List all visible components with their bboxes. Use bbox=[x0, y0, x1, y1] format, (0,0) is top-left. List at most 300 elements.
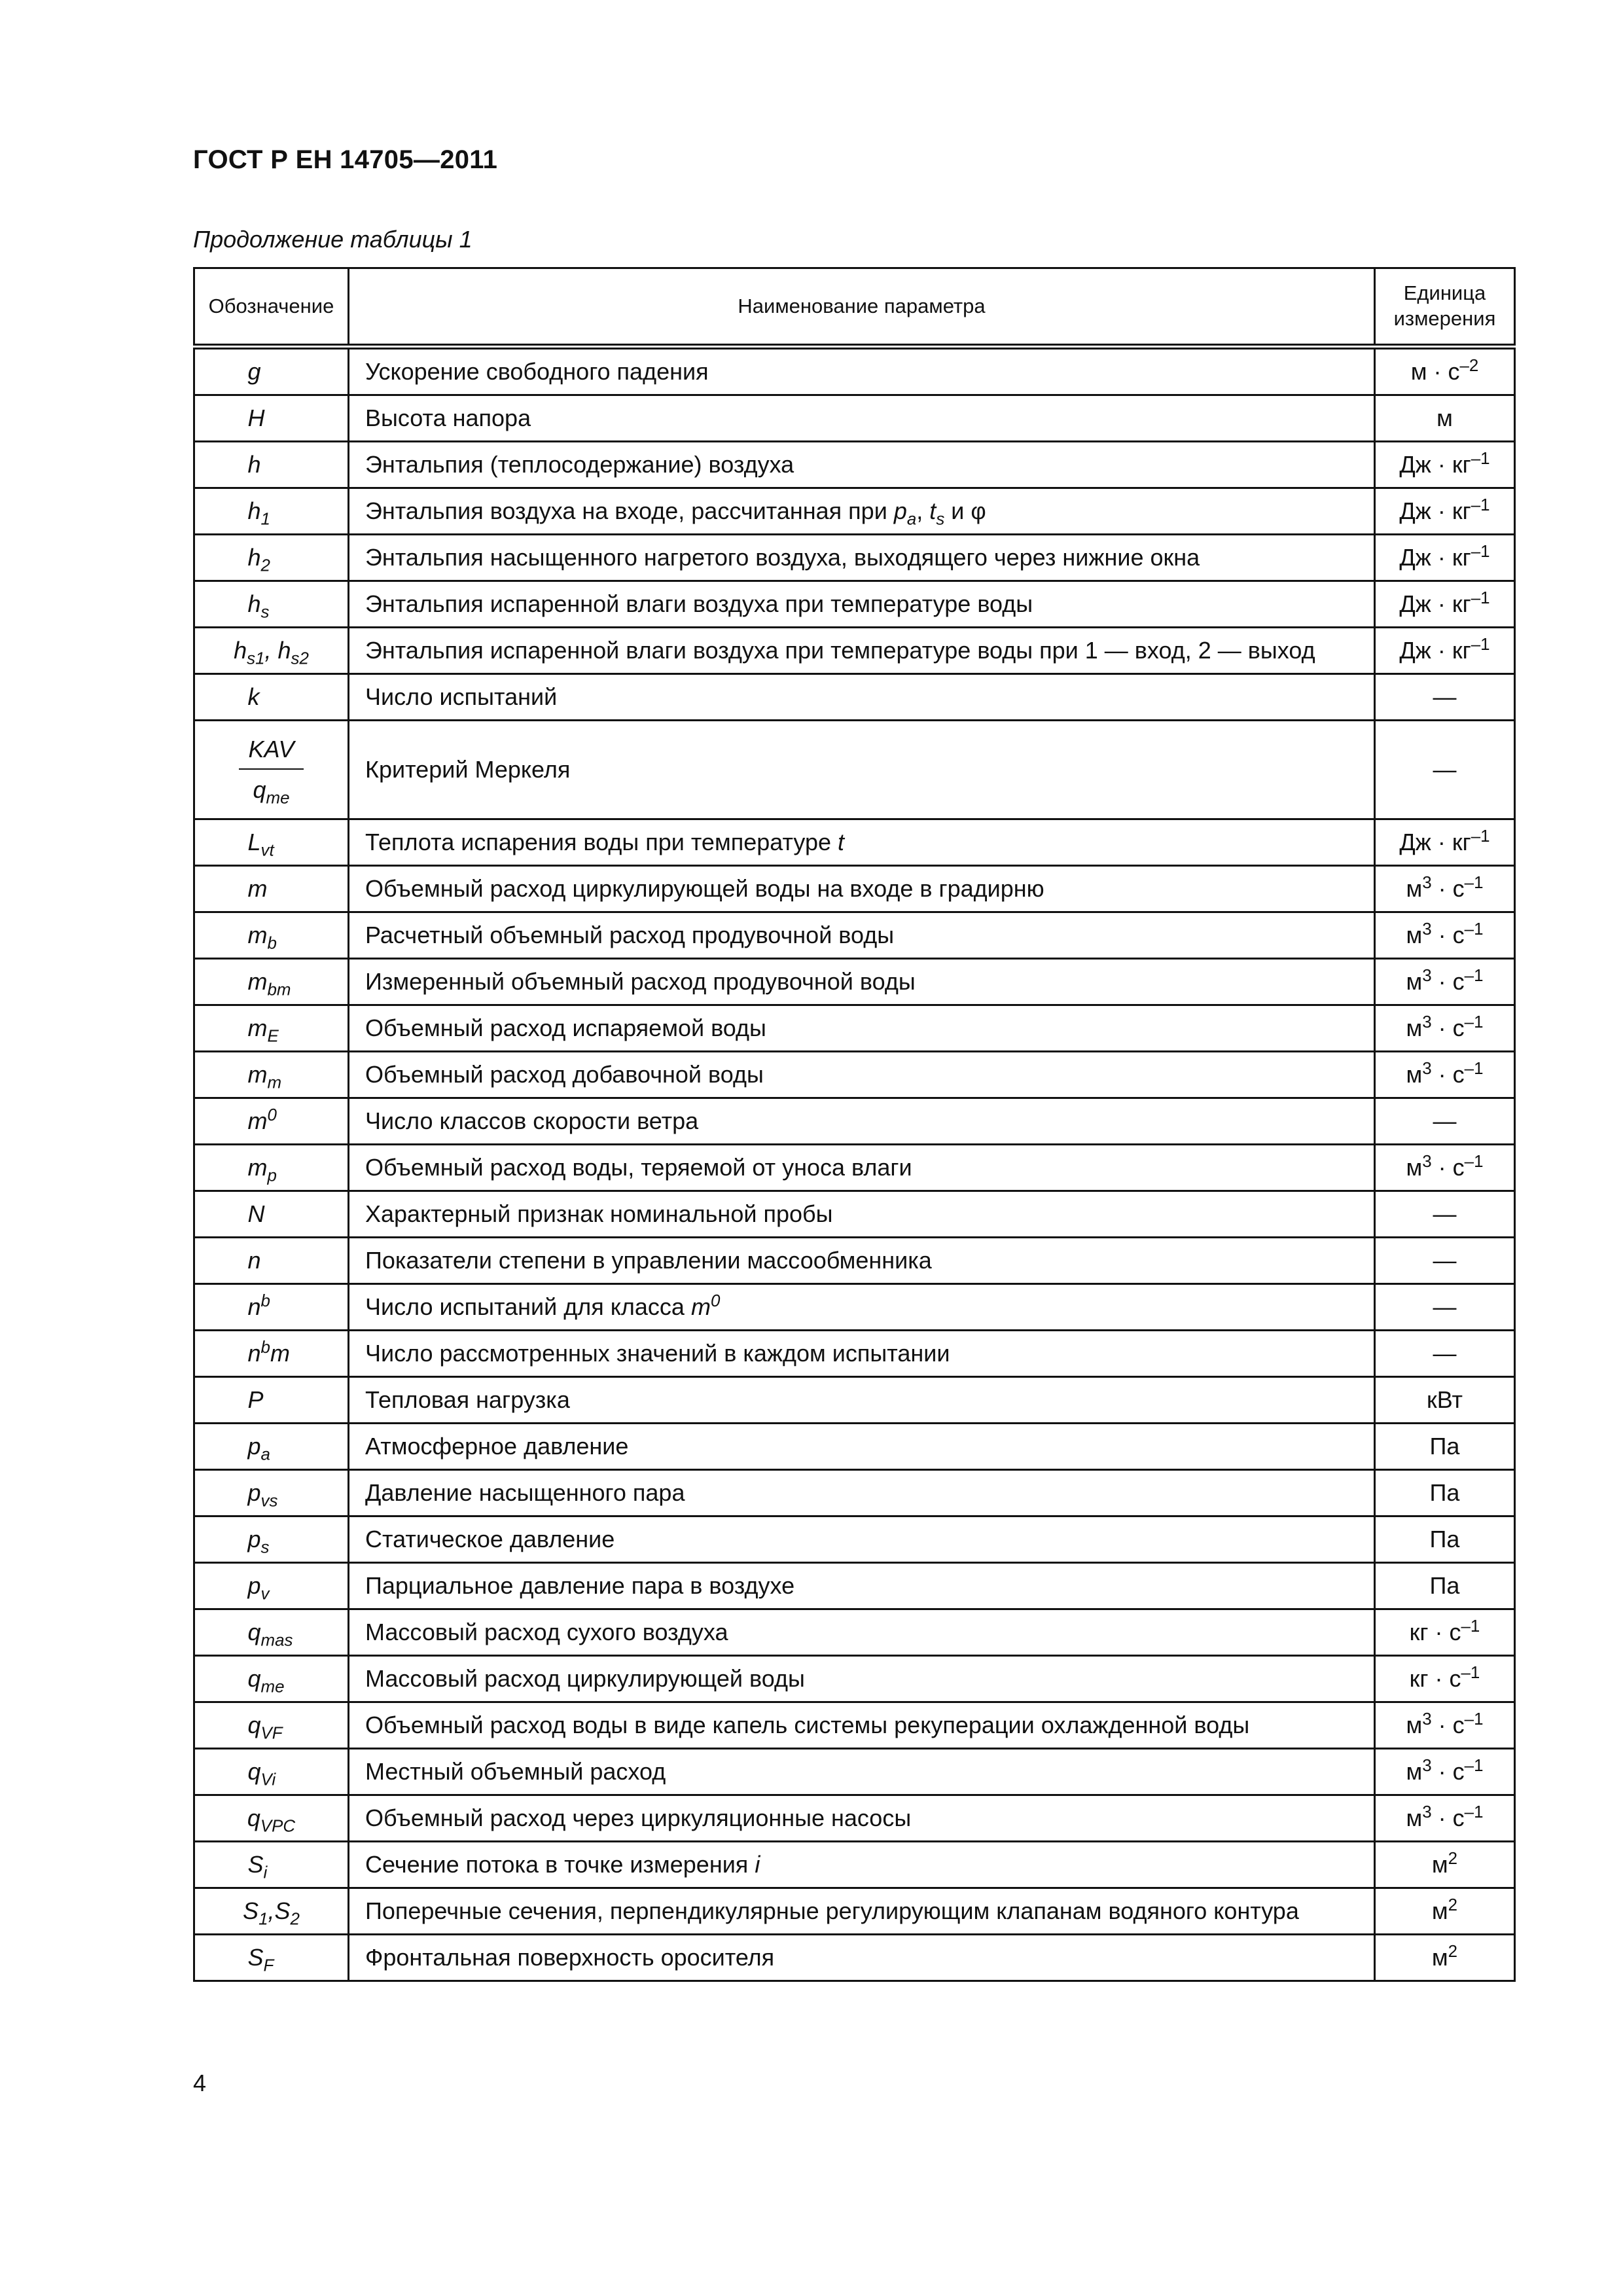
name-cell bbox=[349, 581, 1375, 628]
symbol-subscript: 1 bbox=[260, 510, 270, 529]
symbol-base: q bbox=[247, 1619, 261, 1645]
symbol bbox=[248, 451, 295, 478]
parameter-name: Ускорение свободного падения bbox=[365, 358, 709, 385]
symbol-base: S bbox=[247, 1944, 264, 1971]
unit-tail: · с bbox=[1431, 1061, 1465, 1088]
symbol-cell bbox=[194, 1609, 349, 1656]
unit-cell bbox=[1375, 1331, 1515, 1377]
unit-exponent: –1 bbox=[1471, 450, 1490, 469]
name-cell bbox=[349, 1749, 1375, 1795]
symbol-subscript: s bbox=[260, 1538, 270, 1557]
unit-tail-exponent: –1 bbox=[1464, 874, 1484, 893]
name-cell bbox=[349, 1191, 1375, 1238]
name-cell bbox=[349, 488, 1375, 535]
symbol-base: L bbox=[247, 829, 261, 855]
unit-text: Дж · кг bbox=[1399, 637, 1471, 664]
symbol-base: m bbox=[247, 875, 268, 902]
name-cell bbox=[349, 1516, 1375, 1563]
symbol bbox=[247, 968, 295, 999]
symbol-separator: , bbox=[268, 1897, 275, 1924]
symbol bbox=[247, 1944, 295, 1975]
unit-cell bbox=[1375, 1191, 1515, 1238]
column-header-unit-line2: измерения bbox=[1393, 307, 1496, 330]
symbol-base: p bbox=[247, 1526, 261, 1552]
table-row bbox=[194, 1702, 1515, 1749]
symbol-cell bbox=[194, 1424, 349, 1470]
unit-text: м bbox=[1406, 1804, 1423, 1831]
unit-tail-exponent: –1 bbox=[1464, 1757, 1484, 1776]
unit-text: Дж · кг bbox=[1399, 590, 1471, 617]
symbol-base: S bbox=[247, 1851, 264, 1878]
table-row bbox=[194, 1749, 1515, 1795]
unit-cell bbox=[1375, 1424, 1515, 1470]
symbol-cell bbox=[194, 721, 349, 819]
symbol bbox=[248, 1340, 295, 1367]
unit-exponent: 3 bbox=[1422, 1757, 1432, 1776]
unit-text: м bbox=[1431, 1851, 1448, 1878]
symbol-cell bbox=[194, 1935, 349, 1981]
symbol-cell bbox=[194, 1052, 349, 1098]
table-row bbox=[194, 1470, 1515, 1516]
denominator-base: q bbox=[253, 776, 266, 803]
unit-tail-exponent: –1 bbox=[1464, 1153, 1484, 1172]
symbol-cell bbox=[194, 581, 349, 628]
symbol-superscript: b bbox=[260, 1292, 270, 1311]
name-cell bbox=[349, 1609, 1375, 1656]
symbol-base: n bbox=[247, 1340, 261, 1367]
symbol-subscript: vt bbox=[260, 841, 274, 860]
name-cell bbox=[349, 1795, 1375, 1842]
parameter-name: Объемный расход воды в виде капель системы рекуперации охлажденной воды bbox=[365, 1712, 1250, 1738]
symbol bbox=[248, 358, 295, 386]
symbol-base: h bbox=[247, 451, 261, 478]
symbol bbox=[248, 683, 295, 711]
unit-text: м bbox=[1406, 875, 1423, 902]
symbol-cell bbox=[194, 488, 349, 535]
symbol-subscript: b bbox=[267, 934, 277, 953]
symbol-subscript: s bbox=[260, 603, 270, 622]
symbol-cell bbox=[194, 1191, 349, 1238]
parameter-name: Число испытаний bbox=[365, 683, 558, 710]
table-row bbox=[194, 1331, 1515, 1377]
variable-base: p bbox=[893, 497, 907, 524]
table-row bbox=[194, 1795, 1515, 1842]
unit-cell bbox=[1375, 1842, 1515, 1888]
symbol-subscript: s1 bbox=[247, 649, 265, 668]
unit-text: м bbox=[1406, 1061, 1423, 1088]
unit-cell bbox=[1375, 1609, 1515, 1656]
symbol-base: h bbox=[234, 637, 247, 664]
unit-text: — bbox=[1433, 1107, 1457, 1134]
table-row bbox=[194, 628, 1515, 674]
unit-text: Па bbox=[1429, 1479, 1460, 1506]
unit-cell bbox=[1375, 1052, 1515, 1098]
parameter-name: Тепловая нагрузка bbox=[365, 1386, 570, 1413]
unit-exponent: 3 bbox=[1422, 967, 1432, 986]
fraction-numerator: KAV bbox=[239, 736, 303, 770]
unit-cell bbox=[1375, 1284, 1515, 1331]
parameter-name: Объемный расход испаряемой воды bbox=[365, 1014, 766, 1041]
column-header-unit bbox=[1375, 268, 1515, 347]
unit-tail-exponent: –1 bbox=[1464, 967, 1484, 986]
symbol-subscript: VF bbox=[260, 1724, 283, 1743]
parameter-name: Теплота испарения воды при температуре bbox=[365, 829, 832, 855]
symbol bbox=[243, 1897, 300, 1929]
symbol bbox=[247, 1572, 295, 1604]
symbol-base: q bbox=[247, 1804, 260, 1831]
unit-text: — bbox=[1433, 1200, 1457, 1227]
symbol-cell bbox=[194, 1098, 349, 1145]
variable-subscript: s bbox=[936, 510, 945, 529]
name-cell bbox=[349, 628, 1375, 674]
symbol-separator: , bbox=[264, 637, 278, 664]
unit-exponent: –2 bbox=[1459, 357, 1479, 376]
symbol bbox=[248, 1293, 295, 1321]
symbol bbox=[234, 637, 309, 668]
table-row bbox=[194, 1238, 1515, 1284]
unit-text: — bbox=[1433, 683, 1457, 710]
symbol-second-subscript: s2 bbox=[291, 649, 309, 668]
symbol-cell bbox=[194, 1795, 349, 1842]
symbol-subscript: VPC bbox=[260, 1817, 296, 1836]
unit-cell bbox=[1375, 1098, 1515, 1145]
symbol-base: n bbox=[247, 1293, 261, 1320]
unit-text: кВт bbox=[1426, 1386, 1463, 1413]
unit-text: Дж · кг bbox=[1399, 497, 1471, 524]
symbol-base: S bbox=[243, 1897, 259, 1924]
symbol-subscript: a bbox=[260, 1445, 270, 1464]
unit-exponent: 3 bbox=[1422, 1013, 1432, 1032]
symbol-cell bbox=[194, 347, 349, 395]
name-cell bbox=[349, 1842, 1375, 1888]
symbol bbox=[247, 1154, 295, 1185]
unit-text: Па bbox=[1429, 1526, 1460, 1552]
unit-cell bbox=[1375, 819, 1515, 866]
name-cell bbox=[349, 866, 1375, 912]
symbol-base: h bbox=[247, 497, 261, 524]
variable-base: t bbox=[929, 497, 936, 524]
symbol-subscript: E bbox=[267, 1027, 279, 1046]
unit-cell bbox=[1375, 347, 1515, 395]
unit-cell bbox=[1375, 581, 1515, 628]
symbol-subscript: i bbox=[263, 1863, 268, 1882]
unit-text: м bbox=[1406, 1014, 1423, 1041]
unit-text: м bbox=[1406, 1758, 1423, 1785]
name-cell bbox=[349, 1145, 1375, 1191]
symbol bbox=[248, 875, 295, 903]
symbol-base: P bbox=[247, 1386, 264, 1413]
inline-variable bbox=[838, 829, 844, 855]
parameter-name: Энтальпия воздуха на входе, рассчитанная при bbox=[365, 497, 887, 524]
name-cell bbox=[349, 1656, 1375, 1702]
unit-text: Па bbox=[1429, 1433, 1460, 1460]
unit-tail: · с bbox=[1431, 1712, 1465, 1738]
symbol-base: m bbox=[247, 968, 268, 995]
unit-cell bbox=[1375, 1935, 1515, 1981]
symbol-cell bbox=[194, 866, 349, 912]
unit-cell bbox=[1375, 442, 1515, 488]
table-row bbox=[194, 819, 1515, 866]
table-row bbox=[194, 1842, 1515, 1888]
symbol-base: m bbox=[247, 922, 268, 948]
parameter-name: Объемный расход через циркуляционные насосы bbox=[365, 1804, 912, 1831]
table-row bbox=[194, 1191, 1515, 1238]
symbol-base: h bbox=[247, 544, 261, 571]
unit-text: Дж · кг bbox=[1399, 451, 1471, 478]
symbol-cell bbox=[194, 1842, 349, 1888]
table-row bbox=[194, 1377, 1515, 1424]
symbol bbox=[248, 1200, 295, 1228]
unit-text: — bbox=[1433, 756, 1457, 783]
symbol-cell bbox=[194, 1238, 349, 1284]
symbol-base: g bbox=[247, 358, 261, 385]
inline-variable-base: t bbox=[838, 829, 845, 855]
unit-text: м bbox=[1406, 968, 1423, 995]
name-cell bbox=[349, 819, 1375, 866]
symbol-base: m bbox=[247, 1014, 268, 1041]
symbol bbox=[247, 1433, 295, 1464]
parameter-name: Энтальпия испаренной влаги воздуха при температуре воды при 1 — вход, 2 — выход bbox=[365, 637, 1315, 664]
unit-cell bbox=[1375, 866, 1515, 912]
symbol-subscript: 1 bbox=[259, 1910, 268, 1929]
parameter-name: Расчетный объемный расход продувочной воды bbox=[365, 922, 895, 948]
unit-text: — bbox=[1433, 1340, 1457, 1367]
variable-trailing-text: и φ bbox=[944, 497, 986, 524]
symbol-base: H bbox=[247, 404, 265, 431]
symbol-cell bbox=[194, 1516, 349, 1563]
unit-cell bbox=[1375, 721, 1515, 819]
name-cell bbox=[349, 442, 1375, 488]
name-cell bbox=[349, 1888, 1375, 1935]
page-number: 4 bbox=[193, 2070, 207, 2096]
table-row bbox=[194, 1888, 1515, 1935]
unit-exponent: –1 bbox=[1471, 496, 1490, 515]
symbol-superscript: 0 bbox=[267, 1106, 277, 1125]
unit-exponent: –1 bbox=[1471, 543, 1490, 562]
symbol-second-subscript: 2 bbox=[290, 1910, 300, 1929]
unit-exponent: –1 bbox=[1471, 589, 1490, 608]
table-row bbox=[194, 1005, 1515, 1052]
unit-cell bbox=[1375, 1563, 1515, 1609]
symbol-cell bbox=[194, 1888, 349, 1935]
table-row bbox=[194, 1935, 1515, 1981]
symbol-cell bbox=[194, 1284, 349, 1331]
unit-cell bbox=[1375, 1702, 1515, 1749]
symbol bbox=[248, 404, 295, 432]
table-row bbox=[194, 395, 1515, 442]
table-row bbox=[194, 912, 1515, 959]
unit-text: м bbox=[1436, 404, 1453, 431]
unit-text: м bbox=[1406, 922, 1423, 948]
unit-text: кг · с bbox=[1409, 1619, 1461, 1645]
symbol-superscript: b bbox=[260, 1338, 270, 1357]
unit-text: кг · с bbox=[1409, 1665, 1461, 1692]
parameter-name: Число рассмотренных значений в каждом испытании bbox=[365, 1340, 950, 1367]
unit-cell bbox=[1375, 1795, 1515, 1842]
symbol-base: q bbox=[247, 1758, 261, 1785]
unit-cell bbox=[1375, 912, 1515, 959]
parameter-name: Число испытаний для класса bbox=[365, 1293, 685, 1320]
symbol-cell bbox=[194, 442, 349, 488]
symbol bbox=[247, 1804, 296, 1836]
parameter-name: Местный объемный расход bbox=[365, 1758, 666, 1785]
table-row bbox=[194, 1284, 1515, 1331]
symbol-subscript: bm bbox=[267, 980, 291, 999]
unit-text: Дж · кг bbox=[1399, 544, 1471, 571]
table-row bbox=[194, 581, 1515, 628]
unit-text: м · с bbox=[1410, 358, 1460, 385]
parameter-name: Критерий Меркеля bbox=[365, 756, 571, 783]
symbol-cell bbox=[194, 959, 349, 1005]
symbol-cell bbox=[194, 1331, 349, 1377]
unit-exponent: 3 bbox=[1422, 1710, 1432, 1729]
name-cell bbox=[349, 1005, 1375, 1052]
parameter-name: Объемный расход воды, теряемой от уноса влаги bbox=[365, 1154, 912, 1181]
unit-cell bbox=[1375, 1238, 1515, 1284]
symbol-second-base: h bbox=[277, 637, 291, 664]
symbol-cell bbox=[194, 535, 349, 581]
symbol-base: p bbox=[247, 1572, 261, 1599]
unit-cell bbox=[1375, 535, 1515, 581]
column-header-unit-line1: Единица bbox=[1403, 281, 1486, 305]
symbol-subscript: v bbox=[260, 1585, 270, 1604]
table-row bbox=[194, 1656, 1515, 1702]
parameter-name: Парциальное давление пара в воздухе bbox=[365, 1572, 795, 1599]
parameter-name: Энтальпия (теплосодержание) воздуха bbox=[365, 451, 794, 478]
parameter-name: Число классов скорости ветра bbox=[365, 1107, 699, 1134]
unit-tail: · с bbox=[1431, 1804, 1465, 1831]
symbol-base: n bbox=[247, 1247, 261, 1274]
table-row bbox=[194, 1145, 1515, 1191]
unit-tail: · с bbox=[1431, 968, 1465, 995]
name-cell bbox=[349, 1563, 1375, 1609]
symbol bbox=[247, 829, 295, 860]
table-body bbox=[194, 347, 1515, 1981]
symbol-subscript: 2 bbox=[260, 556, 270, 575]
unit-tail: · с bbox=[1431, 875, 1465, 902]
symbol bbox=[247, 1758, 295, 1789]
name-cell bbox=[349, 674, 1375, 721]
unit-cell bbox=[1375, 1888, 1515, 1935]
unit-tail: · с bbox=[1431, 1014, 1465, 1041]
symbol-cell bbox=[194, 1005, 349, 1052]
unit-tail: · с bbox=[1431, 922, 1465, 948]
unit-text: — bbox=[1433, 1247, 1457, 1274]
unit-cell bbox=[1375, 959, 1515, 1005]
unit-tail: · с bbox=[1431, 1154, 1465, 1181]
symbol-base: h bbox=[247, 590, 261, 617]
document-code: ГОСТ Р ЕН 14705—2011 bbox=[193, 145, 498, 174]
symbol-cell bbox=[194, 1749, 349, 1795]
name-cell bbox=[349, 721, 1375, 819]
fraction-denominator bbox=[239, 770, 303, 808]
unit-exponent: –1 bbox=[1461, 1617, 1480, 1636]
name-cell bbox=[349, 1470, 1375, 1516]
symbol bbox=[247, 1619, 295, 1650]
parameter-name: Энтальпия испаренной влаги воздуха при температуре воды bbox=[365, 590, 1033, 617]
variable bbox=[893, 497, 917, 529]
unit-tail-exponent: –1 bbox=[1464, 1803, 1484, 1822]
symbol-subscript: p bbox=[267, 1166, 277, 1185]
unit-exponent: –1 bbox=[1471, 636, 1490, 655]
symbol-cell bbox=[194, 1563, 349, 1609]
parameters-table bbox=[193, 267, 1516, 1982]
parameter-name: Поперечные сечения, перпендикулярные регулирующим клапанам водяного контура bbox=[365, 1897, 1299, 1924]
unit-tail-exponent: –1 bbox=[1464, 1060, 1484, 1079]
parameter-name: Фронтальная поверхность оросителя bbox=[365, 1944, 775, 1971]
unit-exponent: 2 bbox=[1448, 1896, 1458, 1915]
name-cell bbox=[349, 347, 1375, 395]
unit-text: м bbox=[1431, 1897, 1448, 1924]
symbol-cell bbox=[194, 1702, 349, 1749]
name-cell bbox=[349, 535, 1375, 581]
unit-text: м bbox=[1431, 1944, 1448, 1971]
parameter-name: Атмосферное давление bbox=[365, 1433, 629, 1460]
name-cell bbox=[349, 912, 1375, 959]
parameter-name: Сечение потока в точке измерения bbox=[365, 1851, 749, 1878]
unit-tail: · с bbox=[1431, 1758, 1465, 1785]
symbol-base: N bbox=[247, 1200, 265, 1227]
name-cell bbox=[349, 1238, 1375, 1284]
symbol-base: p bbox=[247, 1479, 261, 1506]
symbol-cell bbox=[194, 1656, 349, 1702]
table-row bbox=[194, 1516, 1515, 1563]
symbol-base: k bbox=[247, 683, 260, 710]
table-row bbox=[194, 866, 1515, 912]
table-row bbox=[194, 674, 1515, 721]
symbol bbox=[247, 544, 295, 575]
unit-cell bbox=[1375, 1656, 1515, 1702]
unit-tail-exponent: –1 bbox=[1464, 920, 1484, 939]
unit-exponent: 3 bbox=[1422, 1060, 1432, 1079]
table-row bbox=[194, 347, 1515, 395]
symbol-subscript: Vi bbox=[260, 1770, 276, 1789]
unit-cell bbox=[1375, 395, 1515, 442]
symbol bbox=[247, 922, 295, 953]
table-header-row bbox=[194, 268, 1515, 347]
symbol-base: m bbox=[247, 1061, 268, 1088]
table-row bbox=[194, 1563, 1515, 1609]
symbol bbox=[247, 1014, 295, 1046]
unit-text: Дж · кг bbox=[1399, 829, 1471, 855]
parameter-name: Энтальпия насыщенного нагретого воздуха, выходящего через нижние окна bbox=[365, 544, 1200, 571]
inline-variable bbox=[755, 1851, 760, 1878]
symbol bbox=[247, 1851, 295, 1882]
symbol bbox=[247, 1712, 295, 1743]
parameter-name: Измеренный объемный расход продувочной воды bbox=[365, 968, 916, 995]
name-cell bbox=[349, 1377, 1375, 1424]
symbol-subscript: mas bbox=[260, 1631, 293, 1650]
column-header-name: Наименование параметра bbox=[349, 268, 1375, 347]
name-cell bbox=[349, 959, 1375, 1005]
unit-cell bbox=[1375, 1145, 1515, 1191]
table-row bbox=[194, 442, 1515, 488]
symbol-subscript: vs bbox=[260, 1492, 278, 1511]
parameter-name: Массовый расход сухого воздуха bbox=[365, 1619, 728, 1645]
table-row bbox=[194, 1424, 1515, 1470]
name-cell bbox=[349, 1424, 1375, 1470]
symbol-cell bbox=[194, 1377, 349, 1424]
name-cell bbox=[349, 1284, 1375, 1331]
name-cell bbox=[349, 1935, 1375, 1981]
unit-exponent: 2 bbox=[1448, 1943, 1458, 1962]
symbol-base: q bbox=[247, 1665, 261, 1692]
inline-variable-superscript: 0 bbox=[710, 1292, 721, 1311]
symbol-base: p bbox=[247, 1433, 261, 1460]
denominator-subscript: me bbox=[266, 789, 290, 808]
symbol-fraction bbox=[239, 736, 303, 808]
unit-text: — bbox=[1433, 1293, 1457, 1320]
